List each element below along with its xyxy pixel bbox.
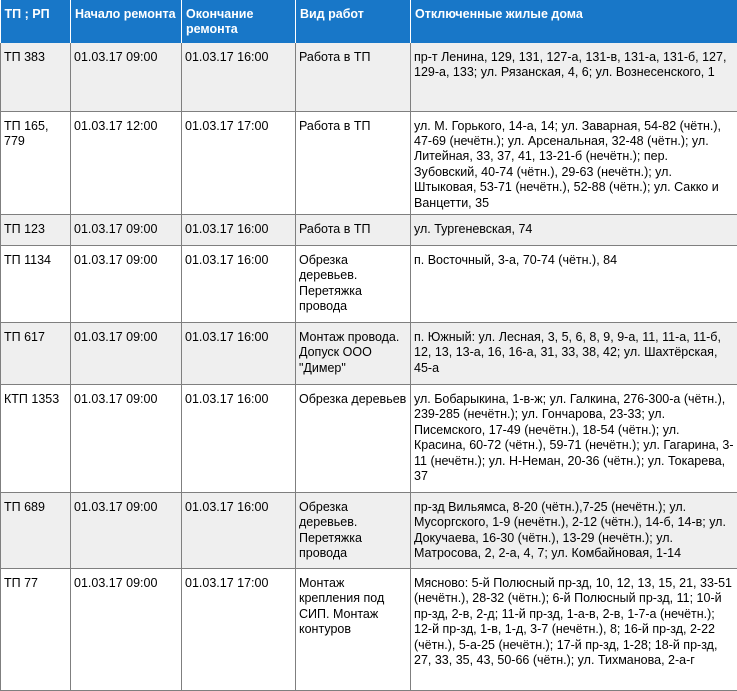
cell-start: 01.03.17 09:00 — [71, 43, 182, 111]
cell-end: 01.03.17 16:00 — [182, 384, 296, 492]
cell-station: ТП 165, 779 — [1, 111, 71, 214]
cell-work-type: Обрезка деревьев. Перетяжка провода — [296, 245, 411, 322]
cell-houses: ул. Тургеневская, 74 — [411, 214, 737, 245]
cell-station: ТП 77 — [1, 568, 71, 690]
header-row — [1, 0, 737, 43]
cell-houses: пр-т Ленина, 129, 131, 127-а, 131-в, 131-а, 131-б, 127, 129-а, 133; ул. Рязанская, 4, 6; ул. Вознесенского, 1 — [411, 43, 737, 111]
cell-houses: ул. Бобарыкина, 1-в-ж; ул. Галкина, 276-300-а (чётн.), 239-285 (нечётн.); ул. Гончарова, 23-33; ул. Писемского, 17-49 (нечётн.), 18-54 (чётн.); ул. Красина, 60-72 (чётн.), 59-71 (нечётн.); ул. Гагарина, 3-11 (нечётн.); ул. Н-Неман, 20-36 (чётн.); ул. Токарева, 37 — [411, 384, 737, 492]
table-row — [1, 384, 737, 492]
header-end: Окончание ремонта — [182, 0, 296, 43]
cell-start: 01.03.17 09:00 — [71, 568, 182, 690]
header-work-type: Вид работ — [296, 0, 411, 43]
cell-station: ТП 617 — [1, 322, 71, 384]
header-station: ТП ; РП — [1, 0, 71, 43]
cell-start: 01.03.17 09:00 — [71, 245, 182, 322]
cell-end: 01.03.17 17:00 — [182, 111, 296, 214]
cell-station: КТП 1353 — [1, 384, 71, 492]
table-row — [1, 322, 737, 384]
cell-work-type: Работа в ТП — [296, 214, 411, 245]
cell-end: 01.03.17 16:00 — [182, 492, 296, 568]
cell-work-type: Монтаж провода. Допуск ООО "Димер" — [296, 322, 411, 384]
table-row — [1, 43, 737, 111]
cell-start: 01.03.17 09:00 — [71, 322, 182, 384]
cell-station: ТП 1134 — [1, 245, 71, 322]
cell-houses: Мясново: 5-й Полюсный пр-зд, 10, 12, 13, 15, 21, 33-51 (нечётн.), 28-32 (чётн.); 6-й Полюсный пр-зд, 11; 10-й пр-зд, 2-в, 2-д; 11-й пр-зд, 1-а-в, 2-в, 1-7-а (нечётн.); 12-й пр-зд, 1-в, 1-д, 3-7 (нечётн.), 8; 16-й пр-зд, 2-22 (чётн.), 5-а-25 (нечётн.); 17-й пр-зд, 1-28; 18-й пр-зд, 27, 33, 35, 43, 50-66 (чётн.); ул. Тихманова, 2-а-г — [411, 568, 737, 690]
table-row — [1, 245, 737, 322]
cell-work-type: Работа в ТП — [296, 111, 411, 214]
table-header — [1, 0, 737, 43]
table-row — [1, 214, 737, 245]
cell-work-type: Работа в ТП — [296, 43, 411, 111]
table-row — [1, 492, 737, 568]
cell-houses: п. Восточный, 3-а, 70-74 (чётн.), 84 — [411, 245, 737, 322]
cell-houses: пр-зд Вильямса, 8-20 (чётн.),7-25 (нечётн.); ул. Мусоргского, 1-9 (нечётн.), 2-12 (чётн.), 14-б, 14-в; ул. Докучаева, 16-30 (чётн.), 13-29 (нечётн.); ул. Матросова, 2, 2-а, 4, 7; ул. Комбайновая, 1-14 — [411, 492, 737, 568]
cell-start: 01.03.17 09:00 — [71, 384, 182, 492]
cell-end: 01.03.17 16:00 — [182, 43, 296, 111]
cell-houses: ул. М. Горького, 14-а, 14; ул. Заварная, 54-82 (чётн.), 47-69 (нечётн.); ул. Арсенальная, 32-48 (чётн.); ул. Литейная, 33, 37, 41, 13-21-б (нечётн.); пер. Зубовский, 40-74 (чётн.), 29-63 (нечётн.); ул. Штыковая, 53-71 (нечётн.), 52-88 (чётн.); ул. Сакко и Ванцетти, 35 — [411, 111, 737, 214]
cell-start: 01.03.17 09:00 — [71, 492, 182, 568]
cell-work-type: Обрезка деревьев — [296, 384, 411, 492]
cell-end: 01.03.17 16:00 — [182, 245, 296, 322]
cell-station: ТП 123 — [1, 214, 71, 245]
cell-houses: п. Южный: ул. Лесная, 3, 5, 6, 8, 9, 9-а, 11, 11-а, 11-б, 12, 13, 13-а, 16, 16-а, 31, 33, 38, 42; ул. Шахтёрская, 45-а — [411, 322, 737, 384]
table-body — [1, 43, 737, 690]
cell-start: 01.03.17 12:00 — [71, 111, 182, 214]
table-row — [1, 568, 737, 690]
cell-end: 01.03.17 17:00 — [182, 568, 296, 690]
cell-start: 01.03.17 09:00 — [71, 214, 182, 245]
cell-end: 01.03.17 16:00 — [182, 322, 296, 384]
header-start: Начало ремонта — [71, 0, 182, 43]
cell-end: 01.03.17 16:00 — [182, 214, 296, 245]
cell-station: ТП 689 — [1, 492, 71, 568]
table-row — [1, 111, 737, 214]
cell-work-type: Монтаж крепления под СИП. Монтаж контуров — [296, 568, 411, 690]
cell-work-type: Обрезка деревьев. Перетяжка провода — [296, 492, 411, 568]
cell-station: ТП 383 — [1, 43, 71, 111]
header-houses: Отключенные жилые дома — [411, 0, 737, 43]
